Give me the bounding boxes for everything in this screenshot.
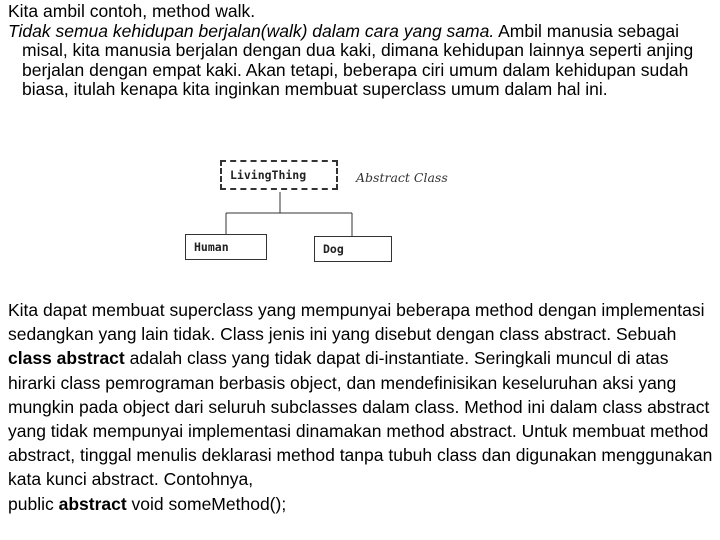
intro-paragraph	[8, 22, 713, 100]
class-hierarchy-diagram	[180, 155, 500, 267]
code-abstract-keyword: abstract	[58, 493, 127, 514]
intro-paragraph-rest: Ambil manusia sebagai misal, kita manusia berjalan dengan dua kaki, dimana kehidupan lainnya seperti anjing berjalan dengan empat kaki. Akan tetapi, beberapa ciri umum dalam kehidupan sudah biasa, itulah kenapa kita inginkan membuat superclass umum dalam hal ini.	[22, 20, 694, 99]
intro-italic-sentence: Tidak semua kehidupan berjalan(walk) dalam cara yang sama.	[8, 20, 495, 41]
abstract-class-label: Abstract Class	[356, 170, 448, 185]
dog-class-box: Dog	[314, 236, 392, 262]
human-class-box: Human	[185, 234, 267, 260]
code-suffix: void someMethod();	[126, 493, 287, 514]
body-paragraph	[8, 298, 718, 516]
body-text-2: adalah class yang tidak dapat di-instantiate. Seringkali muncul di atas hirarki class pemrograman berbasis object, dan mendefinisikan keseluruhan aksi yang mungkin pada object dari seluruh subclasses dalam class. Method ini dalam class abstract yang tidak mempunyai implementasi dinamakan method abstract. Untuk membuat method abstract, tinggal menulis deklarasi method tanpa tubuh class dan digunakan menggunakan kata kunci abstract. Contohnya,	[8, 348, 718, 490]
body-text-1: Kita dapat membuat superclass yang mempunyai beberapa method dengan implementasi sedangkan yang lain tidak. Class jenis ini yang disebut dengan class abstract. Sebuah	[8, 300, 710, 345]
body-bold-term: class abstract	[8, 348, 125, 369]
intro-line: Kita ambil contoh, method walk.	[8, 1, 256, 21]
living-thing-class-box: LivingThing	[220, 160, 338, 190]
intro-text	[8, 2, 713, 100]
code-prefix: public	[8, 493, 59, 514]
